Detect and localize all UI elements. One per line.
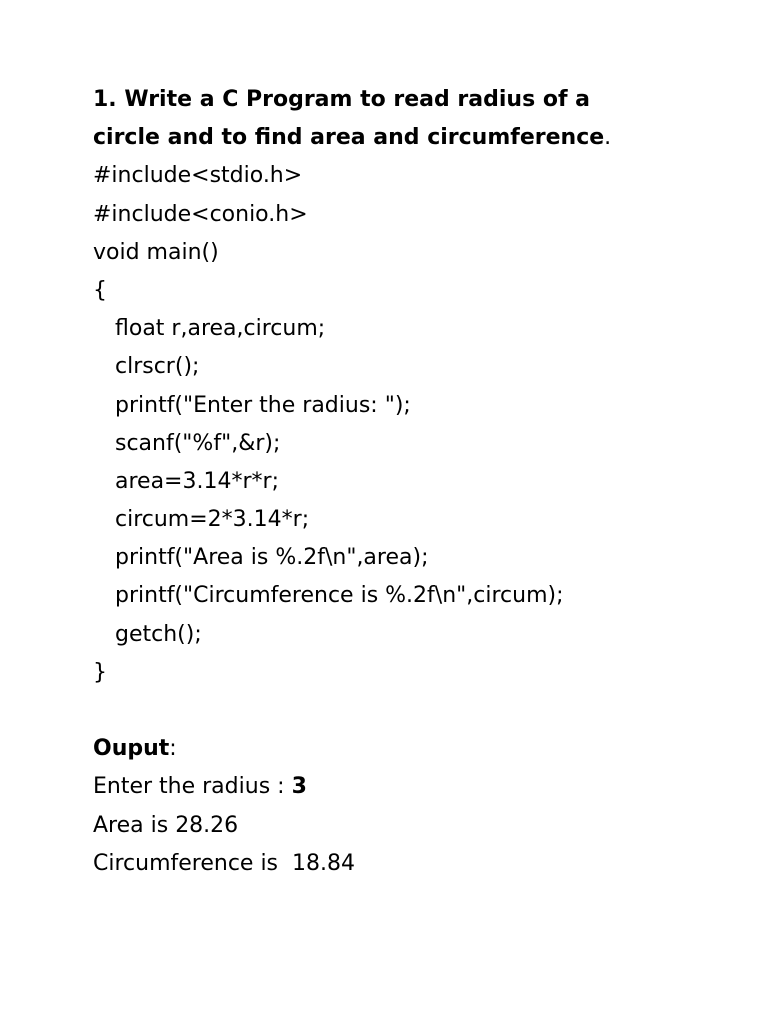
code-line-getch: getch(); — [115, 621, 202, 647]
output-heading-colon: : — [169, 736, 177, 762]
code-line-printf-circum: printf("Circumference is %.2f\n",circum); — [115, 583, 564, 609]
document-page — [93, 81, 733, 883]
code-line-area: area=3.14*r*r; — [115, 468, 279, 494]
code-line-clrscr: clrscr(); — [115, 354, 200, 380]
question-title-period: . — [604, 125, 612, 151]
code-line-printf-prompt: printf("Enter the radius: "); — [115, 392, 411, 418]
output-circumference-line: Circumference is 18.84 — [93, 850, 355, 876]
code-line-declare: float r,area,circum; — [115, 316, 326, 342]
output-area-line: Area is 28.26 — [93, 812, 239, 838]
code-line-include-stdio: #include<stdio.h> — [93, 163, 303, 189]
code-line-main: void main() — [93, 239, 219, 265]
question-title-text: circle and to find area and circumference — [93, 125, 605, 151]
output-prompt-label: Enter the radius : — [93, 774, 292, 800]
code-line-close-brace: } — [93, 659, 107, 685]
output-prompt-line — [93, 768, 733, 806]
output-heading — [93, 730, 733, 768]
question-title-line-2 — [93, 119, 733, 157]
output-heading-text: Ouput — [93, 736, 170, 762]
code-line-scanf: scanf("%f",&r); — [115, 430, 281, 456]
output-prompt-value: 3 — [291, 774, 307, 800]
code-line-include-conio: #include<conio.h> — [93, 201, 308, 227]
code-line-printf-area: printf("Area is %.2f\n",area); — [115, 545, 429, 571]
spacer — [93, 692, 733, 730]
code-line-circum: circum=2*3.14*r; — [115, 507, 310, 533]
question-title-line-1: 1. Write a C Program to read radius of a — [93, 87, 591, 112]
code-line-open-brace: { — [93, 277, 107, 303]
